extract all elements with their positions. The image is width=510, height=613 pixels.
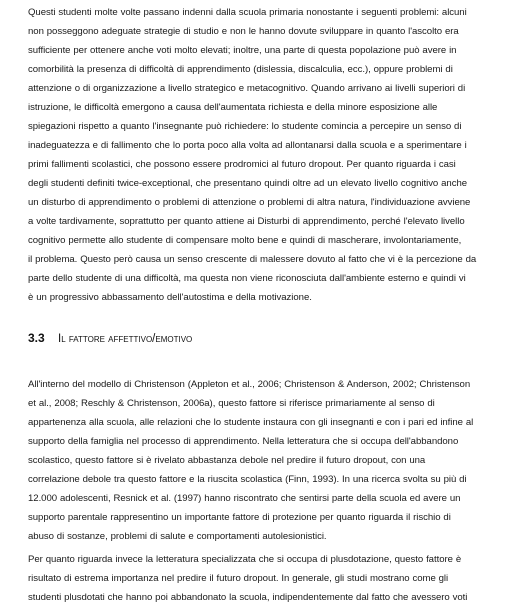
paragraph-2-line: abuso di sostanze, problemi di salute e comportamenti autolesionistici.: [28, 531, 327, 542]
paragraph-2: [28, 375, 498, 546]
paragraph-1-line: istruzione, le difficoltà emergono a causa dell'aumentata richiesta e della minore esposizione alle: [28, 102, 438, 113]
paragraph-1-line: primi fallimenti scolastici, che possono essere prodromici al futuro dropout. Per quanto riguarda i casi: [28, 159, 456, 170]
paragraph-2-line: appartenenza alla scuola, alle relazioni che lo studente instaura con gli insegnanti e con i pari ed infine al: [28, 417, 474, 428]
paragraph-1-line: comorbilità la presenza di difficoltà di apprendimento (dislessia, discalculia, ecc.), oppure problemi di: [28, 64, 453, 75]
paragraph-3-line: Per quanto riguarda invece la letteratura specializzata che si occupa di plusdotazione, questo fattore è: [28, 554, 462, 565]
paragraph-1-line: il problema. Questo però causa un senso crescente di malessere dovuto al fatto che vi è la percezione da: [28, 254, 477, 265]
section-number: 3.3: [28, 331, 45, 345]
section-heading: [28, 330, 192, 347]
paragraph-1-line: cognitivo permette allo studente di compensare molto bene e quindi di mascherare, involontariamente,: [28, 235, 462, 246]
paragraph-1: [28, 3, 498, 307]
paragraph-1-line: Questi studenti molte volte passano indenni dalla scuola primaria nonostante i seguenti problemi: alcuni: [28, 7, 467, 18]
paragraph-1-line: parte dello studente di una difficoltà, ma questa non viene riconosciuta dall'ambiente esterno e quindi vi: [28, 273, 466, 284]
paragraph-2-line: supporto della famiglia nel processo di apprendimento. Nella letteratura che si occupa dell'abbandono: [28, 436, 459, 447]
paragraph-2-line: supporto parentale rappresentino un importante fattore di protezione per quanto riguarda il rischio di: [28, 512, 451, 523]
paragraph-2-line: 12.000 adolescenti, Resnick et al. (1997) hanno riscontrato che sentirsi parte della scuola ed avere un: [28, 493, 461, 504]
paragraph-2-line: scolastico, questo fattore si è rivelato abbastanza debole nel predire il futuro dropout, con una: [28, 455, 426, 466]
paragraph-1-line: spiegazioni rispetto a quanto l'insegnante può richiedere: lo studente comincia a percepire un senso di: [28, 121, 462, 132]
paragraph-2-line: All'interno del modello di Christenson (Appleton et al., 2006; Christenson & Anderson, 2002; Christenson: [28, 379, 471, 390]
paragraph-3-line: studenti plusdotati che hanno poi abbandonato la scuola, indipendentemente dal fatto che avessero voti: [28, 592, 468, 603]
paragraph-3: [28, 550, 498, 607]
paragraph-2-line: correlazione debole tra questo fattore e la riuscita scolastica (Finn, 1993). In una ricerca svolta su più di: [28, 474, 467, 485]
paragraph-1-line: inadeguatezza e di fallimento che lo porta poco alla volta ad allontanarsi dalla scuola e a sperimentare i: [28, 140, 467, 151]
paragraph-1-line: un disturbo di apprendimento o problemi di attenzione o problemi di altra natura, l'individuazione avviene: [28, 197, 471, 208]
paragraph-3-line: risultato di estrema importanza nel predire il futuro dropout. In generale, gli studi mostrano come gli: [28, 573, 449, 584]
section-title: Il fattore affettivo/emotivo: [58, 333, 193, 345]
paragraph-1-line: è un progressivo abbassamento dell'autostima e della motivazione.: [28, 292, 312, 303]
paragraph-1-line: attenzione o di organizzazione a livello strategico e metacognitivo. Quando arrivano ai livelli superiori di: [28, 83, 466, 94]
paragraph-1-line: non posseggono adeguate strategie di studio e non le hanno dovute sviluppare in quanto l'ascolto era: [28, 26, 459, 37]
paragraph-2-line: et al., 2008; Reschly & Christenson, 2006a), questo fattore si riferisce primariamente al senso di: [28, 398, 435, 409]
paragraph-1-line: a volte tardivamente, soprattutto per quanto attiene ai Disturbi di apprendimento, perché l'elevato livello: [28, 216, 465, 227]
paragraph-1-line: sufficiente per ottenere anche voti molto elevati; inoltre, una parte di questa popolazione può avere in: [28, 45, 457, 56]
paragraph-1-line: degli studenti definiti twice-exceptional, che presentano quindi oltre ad un elevato livello cognitivo anche: [28, 178, 468, 189]
